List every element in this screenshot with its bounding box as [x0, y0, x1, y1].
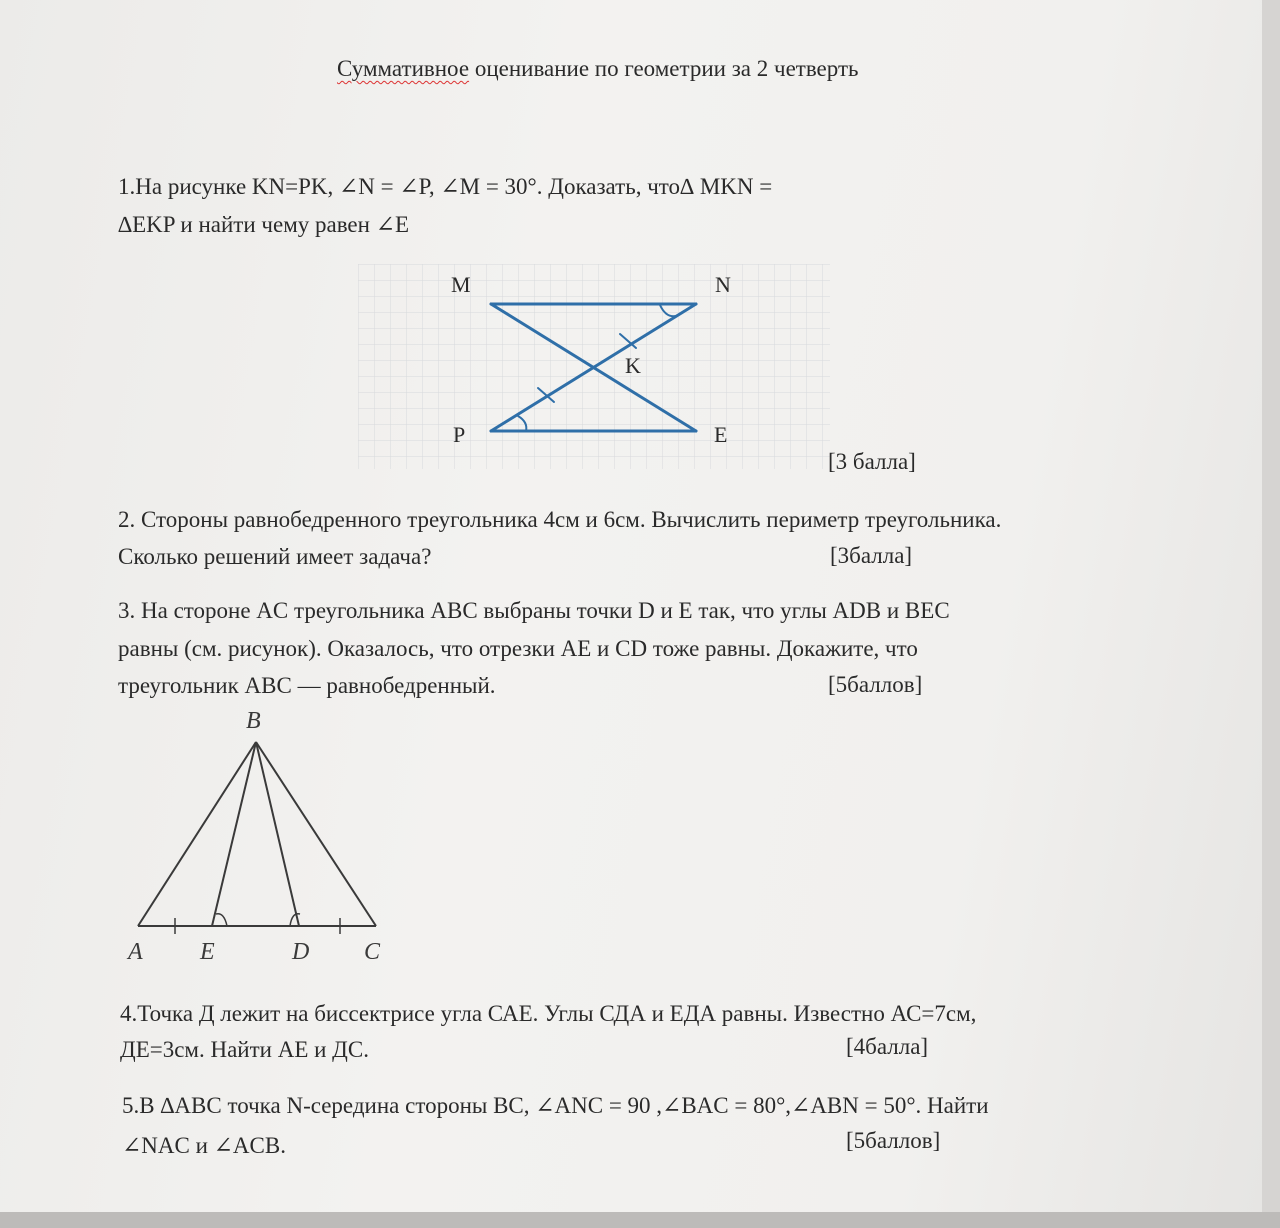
task4-line1: 4.Точка Д лежит на биссектрисе угла САЕ. Углы СДА и ЕДА равны. Известно АС=7см,: [120, 1001, 977, 1026]
segment-BD: [256, 742, 299, 926]
label-E3: E: [200, 939, 215, 965]
task5-points: [5баллов]: [846, 1128, 941, 1153]
label-K: K: [625, 353, 641, 378]
angle-arc-E: [216, 914, 227, 926]
task3-figure: [118, 700, 408, 975]
label-D: D: [292, 939, 310, 965]
side-AB: [138, 742, 256, 926]
task5-line1: 5.В ∆ABC точка N-середина стороны ВС, ∠ANC = 90 ,∠BAC = 80°,∠ABN = 50°. Найти: [122, 1093, 989, 1118]
label-P: P: [453, 422, 466, 447]
task5-line2: ∠NAC и ∠ACB.: [122, 1133, 286, 1158]
task4-points: [4балла]: [846, 1034, 929, 1059]
label-N: N: [715, 272, 731, 297]
task1-line2: ∆EKP и найти чему равен ∠E: [118, 212, 410, 237]
task3-line3: треугольник ABC — равнобедренный.: [118, 673, 496, 698]
label-M: M: [451, 272, 471, 297]
task2-line1: 2. Стороны равнобедренного треугольника 4см и 6см. Вычислить периметр треугольника.: [118, 507, 1002, 532]
task2-line2: Сколько решений имеет задача?: [118, 544, 432, 569]
task3-points: [5баллов]: [828, 672, 923, 697]
label-A: A: [128, 939, 143, 965]
label-B: B: [246, 708, 261, 734]
side-BC: [256, 742, 376, 926]
task3-line1: 3. На стороне AC треугольника ABC выбраны точки D и E так, что углы ADB и BEC: [118, 598, 950, 623]
task4-line2: ДЕ=3см. Найти АЕ и ДС.: [120, 1037, 369, 1062]
task1-figure: [358, 264, 830, 474]
title-underlined-word: Суммативное: [337, 56, 470, 81]
label-C: C: [364, 939, 381, 965]
screen-bottom-edge: [0, 1212, 1280, 1228]
task2-points: [3балла]: [830, 543, 913, 568]
segment-BE: [212, 742, 256, 926]
task3-line2: равны (см. рисунок). Оказалось, что отрезки AE и CD тоже равны. Докажите, что: [118, 636, 918, 661]
task1-points: [3 балла]: [828, 449, 916, 474]
title-rest: оценивание по геометрии за 2 четверть: [469, 56, 859, 81]
page-title: [337, 56, 859, 82]
label-E: E: [714, 422, 728, 447]
task1-line1: 1.На рисунке KN=PK, ∠N = ∠P, ∠M = 30°. Доказать, что∆ MKN =: [118, 174, 773, 199]
